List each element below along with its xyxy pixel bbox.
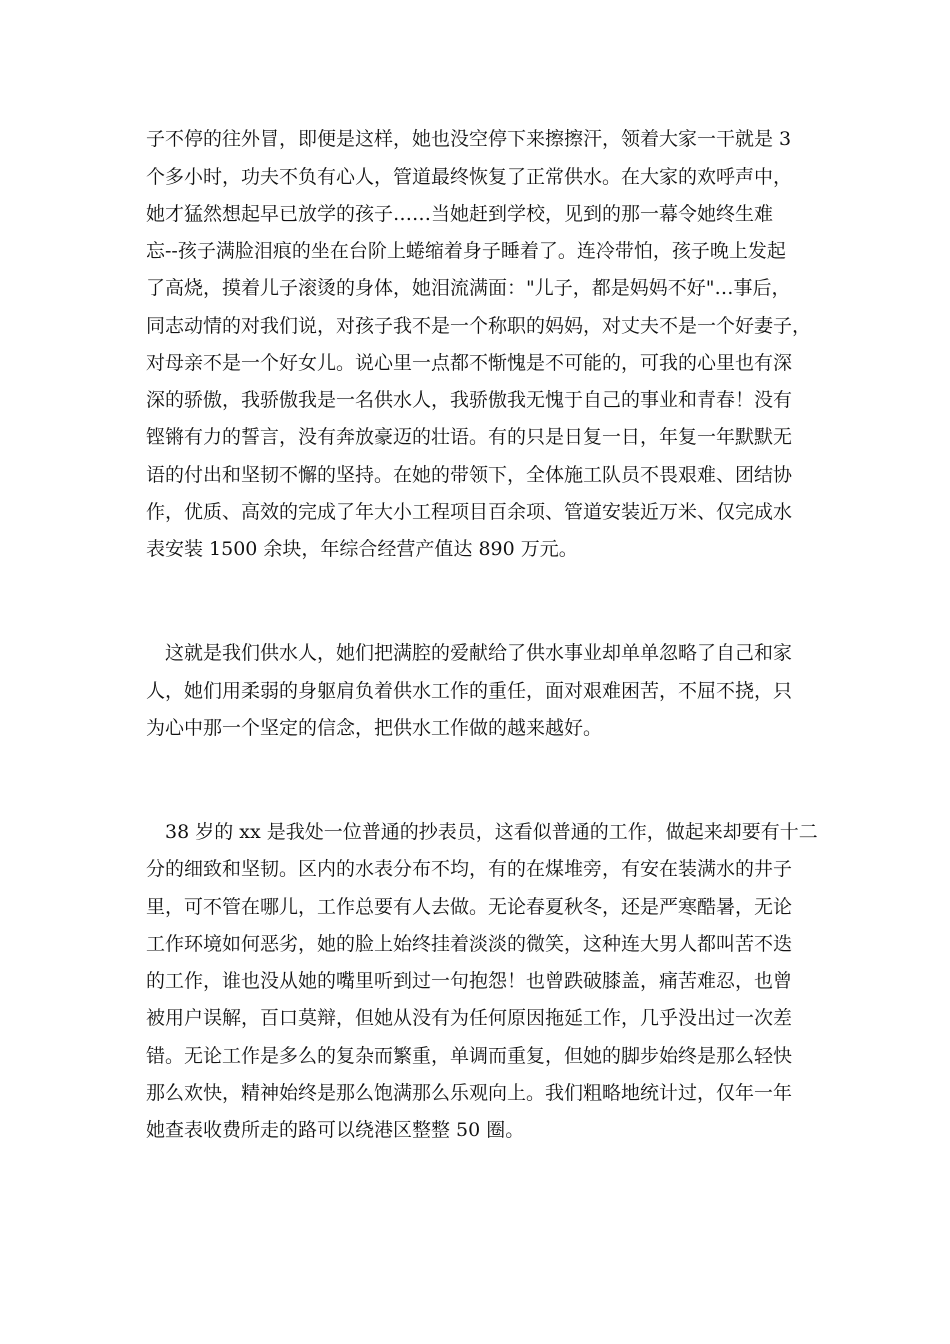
text-line: 语的付出和坚韧不懈的坚持。在她的带领下，全体施工队员不畏艰难、团结协 — [146, 464, 793, 486]
text-line: 子不停的往外冒，即便是这样，她也没空停下来擦擦汗，领着大家一干就是 3 — [146, 128, 792, 150]
text-line: 工作环境如何恶劣，她的脸上始终挂着淡淡的微笑，这种连大男人都叫苦不迭 — [146, 933, 793, 955]
text-line: 这就是我们供水人，她们把满腔的爱献给了供水事业却单单忽略了自己和家 — [146, 642, 793, 664]
text-line: 深的骄傲，我骄傲我是一名供水人，我骄傲我无愧于自己的事业和青春！没有 — [146, 389, 793, 411]
text-line: 作，优质、高效的完成了年大小工程项目百余项、管道安装近万米、仅完成水 — [146, 501, 793, 523]
text-line: 铿锵有力的誓言，没有奔放豪迈的壮语。有的只是日复一日，年复一年默默无 — [146, 426, 793, 448]
text-line: 她查表收费所走的路可以绕港区整整 50 圈。 — [146, 1119, 525, 1141]
text-line: 里，可不管在哪儿，工作总要有人去做。无论春夏秋冬，还是严寒酷暑，无论 — [146, 896, 793, 918]
text-line: 表安装 1500 余块，年综合经营产值达 890 万元。 — [146, 538, 578, 560]
text-line: 被用户误解，百口莫辩，但她从没有为任何原因拖延工作，几乎没出过一次差 — [146, 1007, 793, 1029]
text-line: 同志动情的对我们说，对孩子我不是一个称职的妈妈，对丈夫不是一个好妻子， — [146, 315, 812, 337]
text-line: 个多小时，功夫不负有心人，管道最终恢复了正常供水。在大家的欢呼声中， — [146, 166, 793, 188]
text-line: 人，她们用柔弱的身躯肩负着供水工作的重任，面对艰难困苦，不屈不挠，只 — [146, 680, 793, 702]
text-line: 38 岁的 xx 是我处一位普通的抄表员，这看似普通的工作，做起来却要有十二 — [146, 821, 818, 843]
text-line: 了高烧，摸着儿子滚烫的身体，她泪流满面："儿子，都是妈妈不好"…事后， — [146, 277, 791, 299]
text-line: 错。无论工作是多么的复杂而繁重，单调而重复，但她的脚步始终是那么轻快 — [146, 1045, 793, 1067]
text-line: 的工作，谁也没从她的嘴里听到过一句抱怨！也曾跌破膝盖，痛苦难忍，也曾 — [146, 970, 793, 992]
text-line: 忘--孩子满脸泪痕的坐在台阶上蜷缩着身子睡着了。连冷带怕，孩子晚上发起 — [146, 240, 786, 262]
text-line: 那么欢快，精神始终是那么饱满那么乐观向上。我们粗略地统计过，仅年一年 — [146, 1082, 793, 1104]
text-line: 为心中那一个坚定的信念，把供水工作做的越来越好。 — [146, 717, 603, 739]
text-line: 她才猛然想起早已放学的孩子……当她赶到学校，见到的那一幕令她终生难 — [146, 203, 774, 225]
text-line: 对母亲不是一个好女儿。说心里一点都不惭愧是不可能的，可我的心里也有深 — [146, 352, 793, 374]
text-line: 分的细致和坚韧。区内的水表分布不均，有的在煤堆旁，有安在装满水的井子 — [146, 858, 793, 880]
